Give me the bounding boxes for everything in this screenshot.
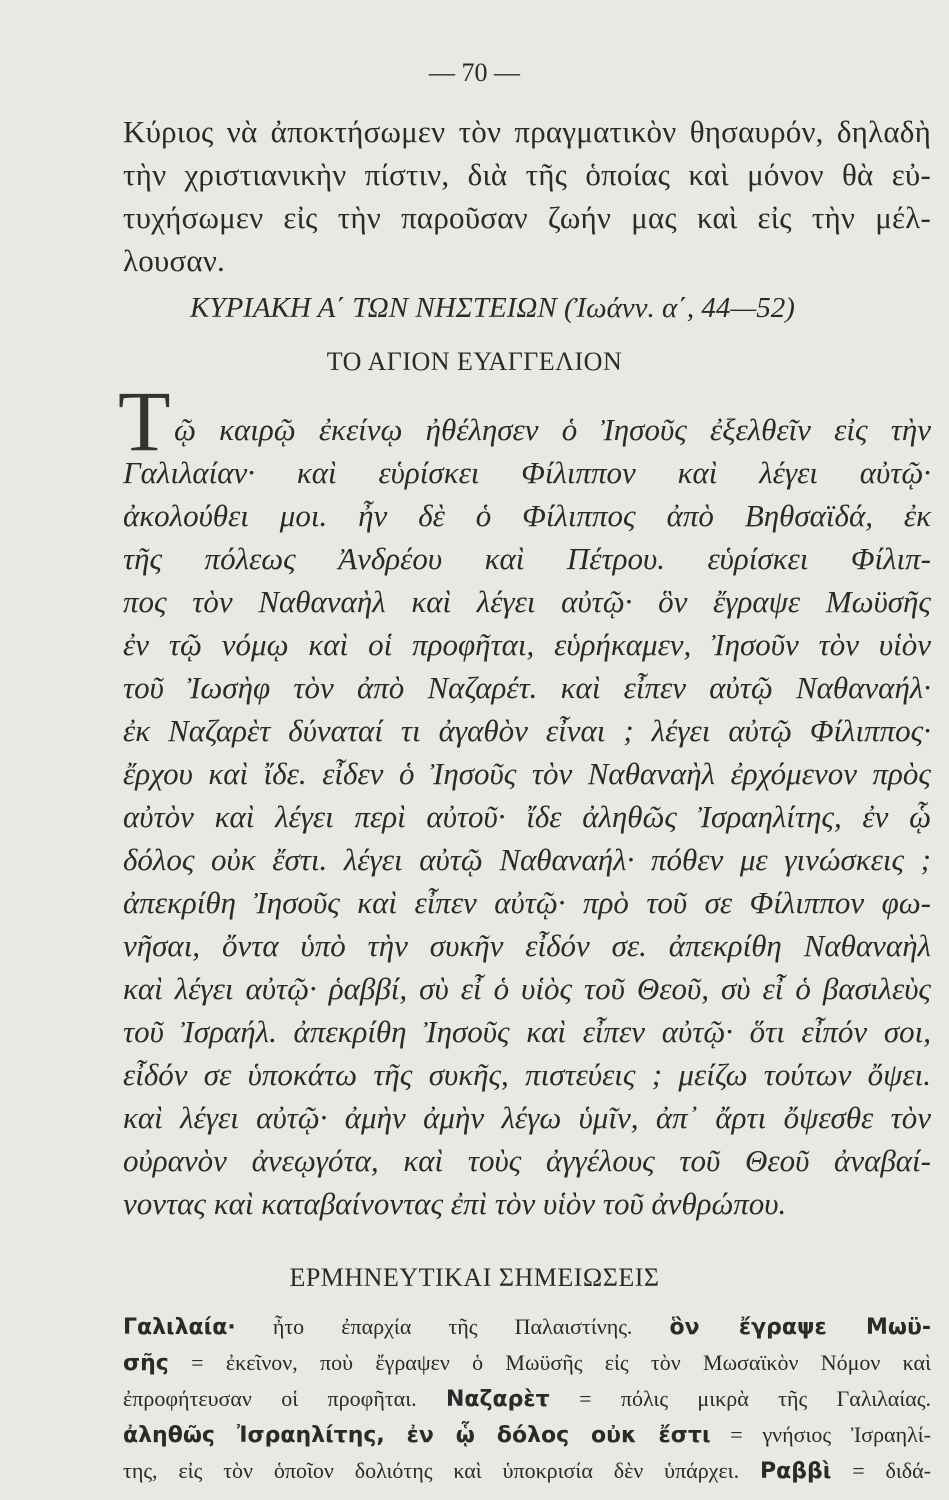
- note-text: = γνήσιος Ἰσραηλί-: [710, 1422, 931, 1447]
- gospel-line-10: αὐτὸν καὶ λέγει περὶ αὐτοῦ· ἴδε ἀληθῶς Ἰσραηλίτης, ἐν ᾧ: [123, 799, 931, 834]
- note-text: = ἐκεῖνον, ποὺ ἔγραψεν ὁ Μωϋσῆς εἰς τὸν Μωσαϊκὸν Νόμον καὶ: [168, 1350, 931, 1375]
- section-title: ΚΥΡΙΑΚΗ Α΄ ΤΩΝ ΝΗΣΤΕΙΩΝ (Ἰωάνν. α΄, 44—52): [190, 292, 795, 324]
- gospel-line-3: ἀκολούθει μοι. ἦν δὲ ὁ Φίλιππος ἀπὸ Βηθσαϊδά, ἐκ: [123, 498, 931, 533]
- note-text: = πόλις μικρὰ τῆς Γαλιλαίας.: [549, 1386, 931, 1411]
- intro-line-1: Κύριος νὰ ἀποκτήσωμεν τὸν πραγματικὸν θησαυρόν, δηλαδὴ: [123, 114, 931, 149]
- note-line-5: [123, 1458, 931, 1484]
- intro-line-2: τὴν χριστιανικὴν πίστιν, διὰ τῆς ὁποίας καὶ μόνον θὰ εὐ-: [123, 157, 931, 192]
- gospel-line-11: δόλος οὐκ ἔστι. λέγει αὐτῷ Ναθαναήλ· πόθεν με γινώσκεις ;: [123, 842, 931, 877]
- note-term: Ναζαρὲτ: [446, 1387, 550, 1412]
- gospel-line-9: ἔρχου καὶ ἴδε. εἶδεν ὁ Ἰησοῦς τὸν Ναθαναὴλ ἐρχόμενον πρὸς: [123, 756, 931, 791]
- gospel-line-15: τοῦ Ἰσραήλ. ἀπεκρίθη Ἰησοῦς καὶ εἶπεν αὐτῷ· ὅτι εἶπόν σοι,: [123, 1014, 931, 1049]
- note-line-1: [123, 1314, 931, 1340]
- note-line-4: [123, 1422, 931, 1448]
- gospel-line-18: οὐρανὸν ἀνεῳγότα, καὶ τοὺς ἀγγέλους τοῦ Θεοῦ ἀναβαί-: [123, 1143, 931, 1178]
- gospel-line-4: τῆς πόλεως Ἀνδρέου καὶ Πέτρου. εὑρίσκει Φίλιπ-: [123, 541, 931, 576]
- gospel-line-5: πος τὸν Ναθαναὴλ καὶ λέγει αὐτῷ· ὃν ἔγραψε Μωϋσῆς: [123, 584, 931, 619]
- gospel-line-17: καὶ λέγει αὐτῷ· ἀμὴν ἀμὴν λέγω ὑμῖν, ἀπ᾿ ἄρτι ὄψεσθε τὸν: [123, 1100, 931, 1135]
- gospel-line-6: ἐν τῷ νόμῳ καὶ οἱ προφῆται, εὑρήκαμεν, Ἰησοῦν τὸν υἱὸν: [123, 627, 931, 662]
- gospel-line-12: ἀπεκρίθη Ἰησοῦς καὶ εἶπεν αὐτῷ· πρὸ τοῦ σε Φίλιππον φω-: [123, 885, 931, 920]
- intro-line-3: τυχήσωμεν εἰς τὴν παροῦσαν ζωήν μας καὶ εἰς τὴν μέλ-: [123, 200, 931, 235]
- note-text: της, εἰς τὸν ὁποῖον δολιότης καὶ ὑποκρισία δὲν ὑπάρχει.: [123, 1458, 760, 1483]
- gospel-line-16: εἶδόν σε ὑποκάτω τῆς συκῆς, πιστεύεις ; μείζω τούτων ὄψει.: [123, 1057, 931, 1092]
- note-text: ἦτο ἐπαρχία τῆς Παλαιστίνης.: [235, 1314, 670, 1339]
- note-text: = διδά-: [831, 1458, 931, 1483]
- note-term: Ραββὶ: [760, 1459, 832, 1484]
- gospel-line-19: νοντας καὶ καταβαίνοντας ἐπὶ τὸν υἱὸν τοῦ ἀνθρώπου.: [123, 1186, 787, 1221]
- page-number: — 70 —: [429, 58, 520, 87]
- notes-heading: ΕΡΜΗΝΕΥΤΙΚΑΙ ΣΗΜΕΙΩΣΕΙΣ: [289, 1263, 660, 1292]
- gospel-line-14: καὶ λέγει αὐτῷ· ῥαββί, σὺ εἶ ὁ υἱὸς τοῦ Θεοῦ, σὺ εἶ ὁ βασιλεὺς: [123, 971, 931, 1006]
- note-text: ἐπροφήτευσαν οἱ προφῆται.: [123, 1386, 447, 1411]
- gospel-line-8: ἐκ Ναζαρὲτ δύναταί τι ἀγαθὸν εἶναι ; λέγει αὐτῷ Φίλιππος·: [123, 713, 931, 748]
- drop-cap: Τ: [118, 373, 171, 469]
- note-term: Γαλιλαία·: [123, 1315, 236, 1340]
- gospel-heading: ΤΟ ΑΓΙΟΝ ΕΥΑΓΓΕΛΙΟΝ: [326, 347, 623, 376]
- note-line-3: [123, 1386, 931, 1412]
- intro-line-4: λουσαν.: [123, 243, 225, 278]
- gospel-line-2: Γαλιλαίαν· καὶ εὑρίσκει Φίλιππον καὶ λέγει αὐτῷ·: [123, 455, 931, 490]
- note-line-2: [123, 1350, 931, 1376]
- gospel-line-7: τοῦ Ἰωσὴφ τὸν ἀπὸ Ναζαρέτ. καὶ εἶπεν αὐτῷ Ναθαναήλ·: [123, 670, 931, 705]
- note-term: σῆς: [123, 1351, 169, 1376]
- gospel-line-13: νῆσαι, ὄντα ὑπὸ τὴν συκῆν εἶδόν σε. ἀπεκρίθη Ναθαναὴλ: [123, 928, 931, 963]
- note-term: ὃν ἔγραψε Μωϋ-: [669, 1315, 931, 1340]
- note-term: ἀληθῶς Ἰσραηλίτης, ἐν ᾧ δόλος οὐκ ἔστι: [123, 1423, 711, 1448]
- gospel-line-1: ῷ καιρῷ ἐκείνῳ ἠθέλησεν ὁ Ἰησοῦς ἐξελθεῖν εἰς τὴν: [174, 412, 931, 447]
